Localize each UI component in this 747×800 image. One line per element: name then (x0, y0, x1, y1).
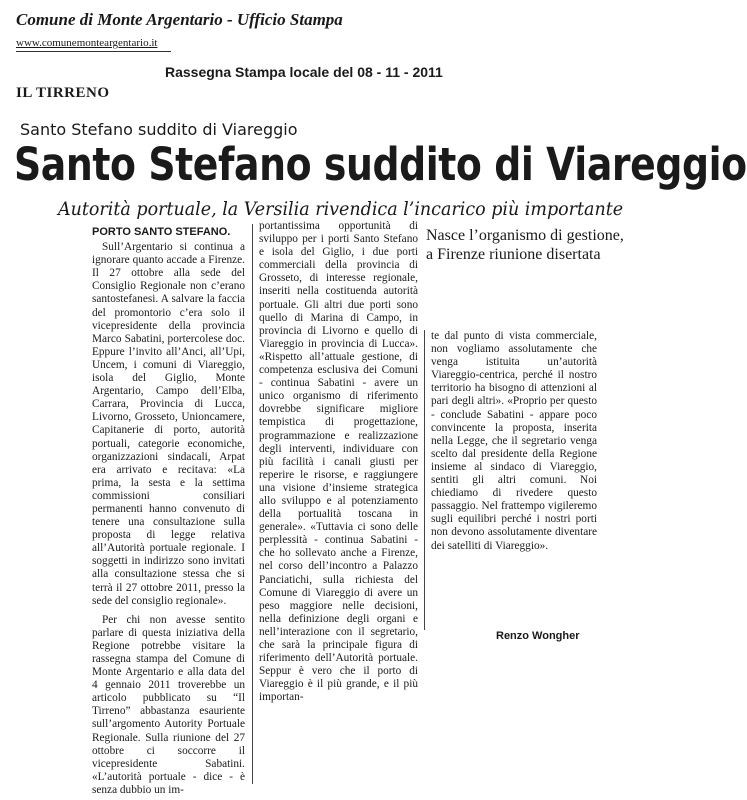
sidebar-box-caption: Nasce l’organismo di gestione, a Firenze riunione disertata (426, 227, 624, 263)
column-divider (252, 224, 253, 784)
col1-paragraph-1: Sull’Argentario si continua a ignorare quanto accade a Firenze. Il 27 ottobre alla sede del Consiglio Regionale non c’erano santostefanesi. A salvare la faccia del promontorio c’era solo il vicepresidente della provincia Marco Sabatini, portercolese doc. Eppure l’invito all’Anci, all’Upi, Uncem, i comuni di Viareggio, isola del Giglio, Monte Argentario, Campo dell’Elba, Carrara, Provincia di Lucca, Livorno, Grosseto, Unioncamere, Capitanerie di porto, autorità portuali, categorie economiche, organizzazioni sindacali, Arpat era arrivato e recitava: «La prima, la sesta e la settima commissioni consiliari permanenti hanno convenuto di tenere una consultazione sulla proposta di legge relativa all’Autorità portuale regionale. I soggetti in indirizzo sono invitati alla consultazione stessa che si terrà il 27 ottobre 2011, presso la sede del consiglio regionale». (92, 241, 245, 607)
article-column-3 (431, 330, 597, 630)
press-review-date: Rassegna Stampa locale del 08 - 11 - 2011 (165, 64, 443, 80)
article-byline: Renzo Wongher (496, 630, 580, 642)
article-kicker: Santo Stefano suddito di Viareggio (20, 120, 298, 139)
article-headline: Santo Stefano suddito di Viareggio (14, 138, 747, 191)
column-divider (424, 330, 425, 630)
col3-paragraph-1: te dal punto di vista commerciale, non vogliamo assolutamente che venga istituita un’autorità Viareggio-centrica, perché il nostro territorio ha bisogno di attenzioni al pari degli altri». «Proprio per questo - conclude Sabatini - appare poco convincente la proposta, inserita nella Legge, che il segretario venga scelto dal presidente della Regione insieme al sindaco di Viareggio, sentiti gli altri comuni. Noi chiediamo di rivedere questo passaggio. Nel frattempo vigileremo sugli equilibri perché i nostri porti non devono assolutamente diventare dei satelliti di Viareggio». (431, 330, 597, 552)
col2-paragraph-1: portantissima opportunità di sviluppo per i porti Santo Stefano e isola del Giglio, i due porti commerciali della provincia di Grosseto, di interesse regionale, inseriti nella costituenda autorità portuale. Gli altri due porti sono quello di Marina di Campo, in provincia di Livorno e quello di Viareggio in provincia di Lucca». «Rispetto all’attuale gestione, di competenza esclusiva dei Comuni - continua Sabatini - avere un unico organismo di riferimento dovrebbe significare migliore tempistica di progettazione, programmazione e realizzazione degli interventi, individuare con più facilità i canali giusti per reperire le risorse, e raggiungere una visione d’insieme strategica allo sviluppo e al potenziamento della portualità toscana in generale». «Tuttavia ci sono delle perplessità - continua Sabatini - che ho sollevato anche a Firenze, nel corso dell’incontro a Palazzo Panciatichi, sulla richiesta del Comune di Viareggio di avere un peso maggiore nelle decisioni, nella definizione degli organi e nell’interazione con il segretario, che sarà la principale figura di riferimento dell’Autorità portuale. Seppur è vero che il porto di Viareggio è il più grande, e il più importan- (259, 220, 418, 704)
office-header-title: Comune di Monte Argentario - Ufficio Stampa (16, 10, 343, 29)
article-column-2 (259, 220, 418, 788)
article-subheadline: Autorità portuale, la Versilia rivendica l’incarico più importante (58, 198, 624, 220)
office-website-link[interactable]: www.comunemonteargentario.it (16, 37, 158, 49)
article-column-1 (92, 226, 245, 796)
article-dateline: PORTO SANTO STEFANO. (92, 226, 231, 238)
newspaper-source: IL TIRRENO (16, 85, 110, 101)
col1-paragraph-2: Per chi non avesse sentito parlare di questa iniziativa della Regione potrebbe visitare la rassegna stampa del Comune di Monte Argentario e alla data del 4 gennaio 2011 troverebbe un articolo pubblicato su “Il Tirreno” abbastanza esauriente sull’argomento Autority Portuale Regionale. Sulla riunione del 27 ottobre ci soccorre il vicepresidente Sabatini. «L’autorità portuale - dice - è senza dubbio un im- (92, 613, 245, 796)
header-rule (16, 51, 171, 52)
